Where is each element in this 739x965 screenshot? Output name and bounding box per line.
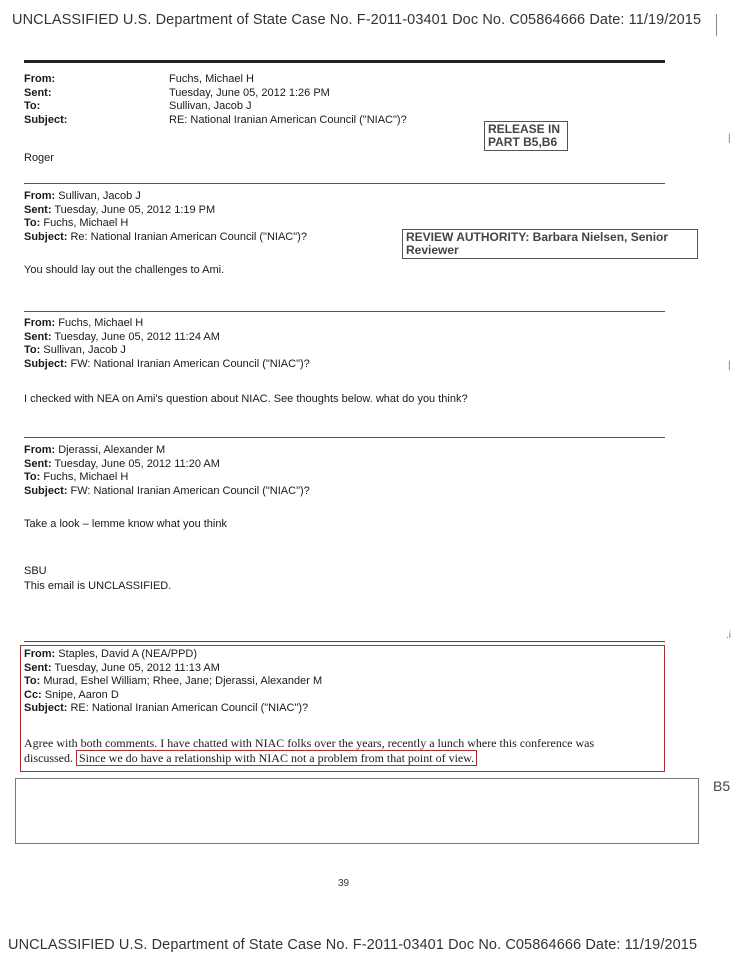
page-number: 39 xyxy=(338,878,350,889)
from-label: From: xyxy=(24,444,56,456)
sent-label: Sent: xyxy=(24,457,52,470)
sent-value: Tuesday, June 05, 2012 1:26 PM xyxy=(169,86,330,99)
subject-value: Re: National Iranian American Council ("NIAC")? xyxy=(70,230,307,243)
to-value: Sullivan, Jacob J xyxy=(43,344,126,356)
to-value: Sullivan, Jacob J xyxy=(169,100,252,112)
sent-label: Sent: xyxy=(24,330,52,343)
sent-label: Sent: xyxy=(24,203,52,216)
scan-speck: | xyxy=(728,133,731,144)
from-label: From: xyxy=(24,73,56,85)
subject-value: FW: National Iranian American Council ("NIAC")? xyxy=(70,357,310,370)
from-value: Djerassi, Alexander M xyxy=(58,444,166,456)
email-4-header xyxy=(24,444,404,498)
review-stamp-line1: REVIEW AUTHORITY: Barbara Nielsen, Senior xyxy=(406,230,669,244)
review-authority-stamp xyxy=(402,229,698,259)
email-separator xyxy=(24,437,665,438)
to-label: To: xyxy=(24,100,41,112)
from-value: Fuchs, Michael H xyxy=(58,317,144,329)
sent-value: Tuesday, June 05, 2012 11:20 AM xyxy=(54,457,220,470)
redaction-box xyxy=(15,778,699,844)
body-line2-start: discussed. xyxy=(24,751,73,765)
to-value: Fuchs, Michael H xyxy=(43,217,129,229)
sent-label: Sent: xyxy=(24,661,52,674)
release-stamp xyxy=(484,121,568,151)
release-stamp-line2: PART B5,B6 xyxy=(488,135,558,149)
from-value: Sullivan, Jacob J xyxy=(58,190,141,202)
email-1-body: Roger xyxy=(24,152,54,164)
subject-value: RE: National Iranian American Council ("NIAC")? xyxy=(169,113,407,126)
review-stamp-line2: Reviewer xyxy=(406,243,459,257)
release-stamp-line1: RELEASE IN xyxy=(488,122,561,136)
email-5-header xyxy=(24,648,624,716)
email-separator xyxy=(24,311,665,312)
from-value: Fuchs, Michael H xyxy=(169,73,254,85)
subject-label: Subject: xyxy=(24,113,68,126)
subject-label: Subject: xyxy=(24,484,68,497)
email-separator xyxy=(24,641,665,642)
highlighted-sentence: Since we do have a relationship with NIAC not a problem from that point of view. xyxy=(76,750,477,766)
to-label: To: xyxy=(24,471,41,483)
email-4-body: Take a look – lemme know what you think xyxy=(24,518,227,530)
email-3-body: I checked with NEA on Ami's question about NIAC. See thoughts below. what do you think? xyxy=(24,393,468,405)
sent-label: Sent: xyxy=(24,86,52,99)
sent-value: Tuesday, June 05, 2012 11:24 AM xyxy=(54,330,220,343)
cc-value: Snipe, Aaron D xyxy=(44,688,119,701)
redaction-code: B5 xyxy=(713,778,731,794)
sent-value: Tuesday, June 05, 2012 1:19 PM xyxy=(54,203,216,216)
from-label: From: xyxy=(24,317,56,329)
subject-label: Subject: xyxy=(24,702,68,714)
email-2-body: You should lay out the challenges to Ami. xyxy=(24,264,225,276)
to-label: To: xyxy=(24,675,41,687)
email-3-header xyxy=(24,317,404,371)
email-5-body-line2 xyxy=(24,751,477,766)
to-label: To: xyxy=(24,217,41,229)
sent-value: Tuesday, June 05, 2012 11:13 AM xyxy=(54,661,220,674)
subject-label: Subject: xyxy=(24,230,68,243)
from-label: From: xyxy=(24,190,56,202)
from-label: From: xyxy=(24,648,56,660)
email-2-header xyxy=(24,190,404,244)
to-value: Murad, Eshel William; Rhee, Jane; Djerassi, Alexander M xyxy=(43,675,323,687)
classification-banner-top: UNCLASSIFIED U.S. Department of State Case No. F-2011-03401 Doc No. C05864666 Date: 11/19/2015 xyxy=(12,12,702,28)
header-divider xyxy=(24,60,665,63)
subject-label: Subject: xyxy=(24,357,68,370)
to-label: To: xyxy=(24,344,41,356)
to-value: Fuchs, Michael H xyxy=(43,471,129,483)
subject-value: RE: National Iranian American Council ("NIAC")? xyxy=(70,702,309,714)
margin-mark xyxy=(716,14,717,36)
classification-note: This email is UNCLASSIFIED. xyxy=(24,580,172,592)
email-separator xyxy=(24,183,665,184)
classification-banner-bottom: UNCLASSIFIED U.S. Department of State Case No. F-2011-03401 Doc No. C05864666 Date: 11/19/2015 xyxy=(8,937,698,953)
subject-value: FW: National Iranian American Council ("NIAC")? xyxy=(70,484,310,497)
scan-speck: | xyxy=(728,360,731,371)
email-5-body-line1: Agree with both comments. I have chatted with NIAC folks over the years, recently a lunch where this conference was xyxy=(24,736,595,750)
scan-speck: .i xyxy=(726,630,731,641)
email-1-header xyxy=(24,73,464,127)
from-value: Staples, David A (NEA/PPD) xyxy=(58,648,198,660)
cc-label: Cc: xyxy=(24,688,42,701)
sbu-marking: SBU xyxy=(24,565,47,577)
